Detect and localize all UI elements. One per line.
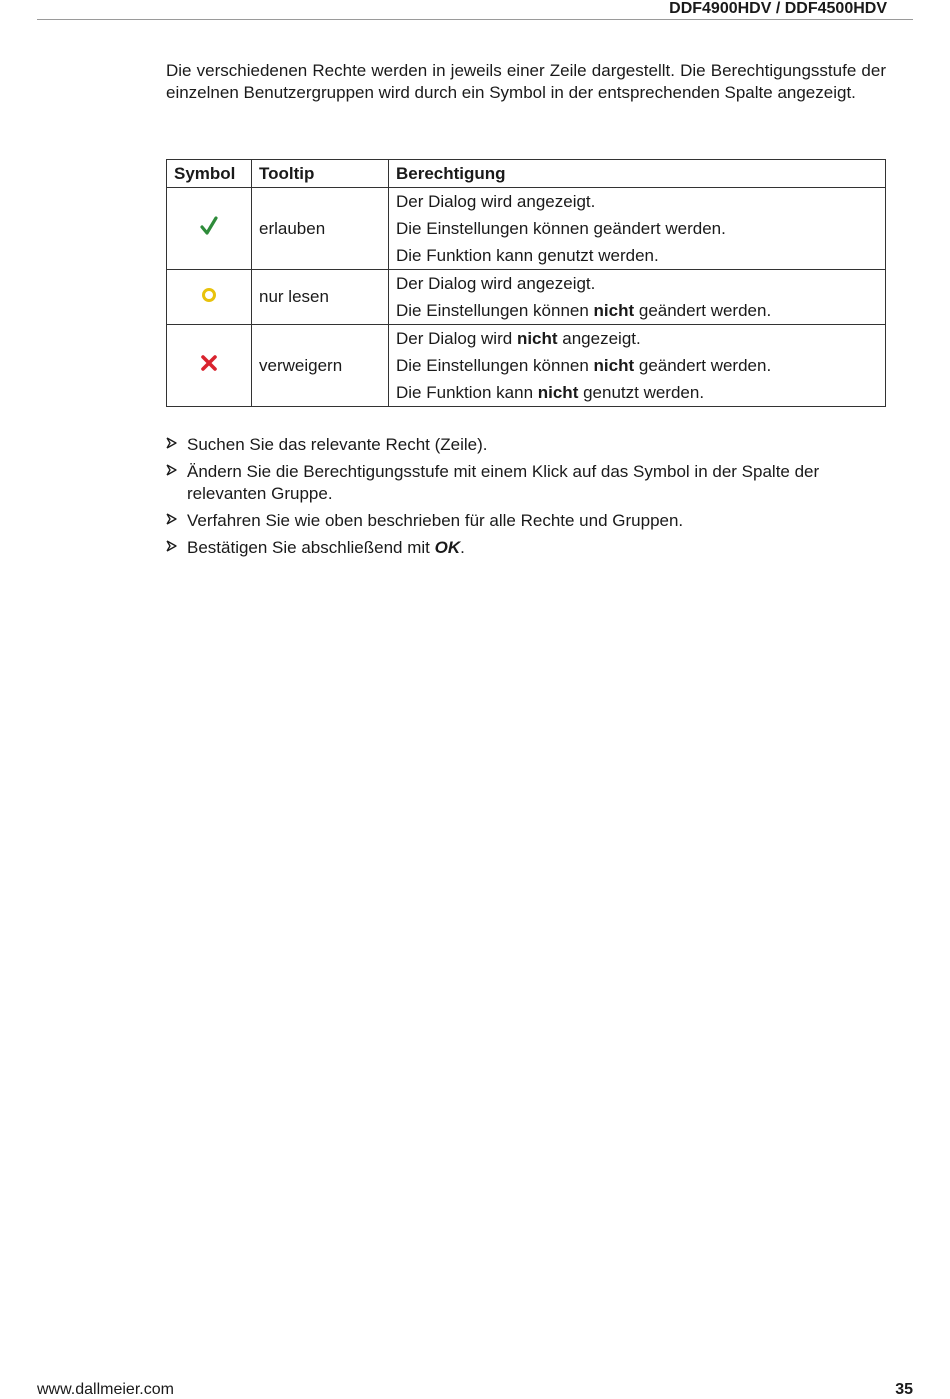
- list-item: [166, 461, 886, 505]
- footer-url: www.dallmeier.com: [37, 1381, 174, 1398]
- permission-table: [166, 159, 886, 407]
- yellow-circle-icon: [201, 288, 217, 307]
- permission-text-tail: geändert werden.: [634, 301, 772, 320]
- step-text: Ändern Sie die Berechtigungsstufe mit einem Klick auf das Symbol in der Spalte der relevanten Gruppe.: [187, 462, 820, 503]
- page-number: 35: [895, 1381, 913, 1398]
- permission-text-tail: angezeigt.: [557, 329, 641, 348]
- step-text: Verfahren Sie wie oben beschrieben für alle Rechte und Gruppen.: [187, 511, 684, 530]
- permission-line: [396, 297, 878, 324]
- permission-line: [396, 325, 878, 352]
- header-divider: [37, 19, 913, 20]
- tooltip-cell: [252, 325, 389, 407]
- header-tooltip: Tooltip: [252, 160, 389, 188]
- permission-text-tail: genutzt werden.: [578, 383, 705, 402]
- permission-line: [396, 215, 878, 242]
- symbol-cell: [167, 325, 252, 407]
- permission-line: [396, 188, 878, 215]
- step-text-tail: .: [460, 538, 465, 557]
- intro-paragraph: Die verschiedenen Rechte werden in jeweils einer Zeile dargestellt. Die Berechtigungsstufe der einzelnen Benutzergruppen wird durch ein Symbol in der entsprechenden Spalte angezeigt.: [166, 61, 886, 102]
- permission-text: Die Funktion kann: [396, 383, 538, 402]
- step-text: Bestätigen Sie abschließend mit: [187, 538, 435, 557]
- symbol-cell: [167, 270, 252, 325]
- red-cross-icon: [200, 357, 218, 376]
- table-row: [167, 188, 886, 270]
- arrow-bullet-icon: [166, 510, 178, 532]
- permission-line: [396, 242, 878, 269]
- table-row: [167, 325, 886, 407]
- list-item: [166, 537, 886, 559]
- permission-text: Die Einstellungen können geändert werden.: [396, 219, 726, 238]
- step-text: Suchen Sie das relevante Recht (Zeile).: [187, 435, 488, 454]
- permission-emphasis: nicht: [593, 356, 635, 375]
- permission-cell: [389, 270, 886, 325]
- green-check-icon: [200, 221, 218, 240]
- permission-text: Der Dialog wird angezeigt.: [396, 192, 596, 211]
- permission-line: [396, 379, 878, 406]
- list-item: [166, 434, 886, 456]
- table-row: [167, 270, 886, 325]
- list-item: [166, 510, 886, 532]
- header-symbol: Symbol: [167, 160, 252, 188]
- permission-text: Der Dialog wird angezeigt.: [396, 274, 596, 293]
- arrow-bullet-icon: [166, 434, 178, 456]
- table-header-row: [167, 160, 886, 188]
- permission-emphasis: nicht: [516, 329, 558, 348]
- instruction-list: [166, 434, 886, 564]
- permission-text: Die Einstellungen können: [396, 301, 594, 320]
- permission-text: Die Funktion kann genutzt werden.: [396, 246, 659, 265]
- tooltip-label: erlauben: [259, 218, 326, 238]
- ok-label: OK: [434, 538, 461, 557]
- permission-text: Die Einstellungen können: [396, 356, 594, 375]
- tooltip-label: verweigern: [259, 355, 343, 375]
- tooltip-cell: [252, 270, 389, 325]
- permission-text: Der Dialog wird: [396, 329, 517, 348]
- tooltip-label: nur lesen: [259, 287, 329, 306]
- permission-text-tail: geändert werden.: [634, 356, 772, 375]
- permission-line: [396, 270, 878, 297]
- permission-cell: [389, 325, 886, 407]
- header-permission: Berechtigung: [389, 160, 886, 188]
- permission-cell: [389, 188, 886, 270]
- document-header-title: DDF4900HDV / DDF4500HDV: [669, 0, 887, 17]
- arrow-bullet-icon: [166, 537, 178, 559]
- symbol-cell: [167, 188, 252, 270]
- tooltip-cell: [252, 188, 389, 270]
- arrow-bullet-icon: [166, 461, 178, 483]
- permission-emphasis: nicht: [593, 301, 635, 320]
- permission-line: [396, 352, 878, 379]
- permission-emphasis: nicht: [537, 383, 579, 402]
